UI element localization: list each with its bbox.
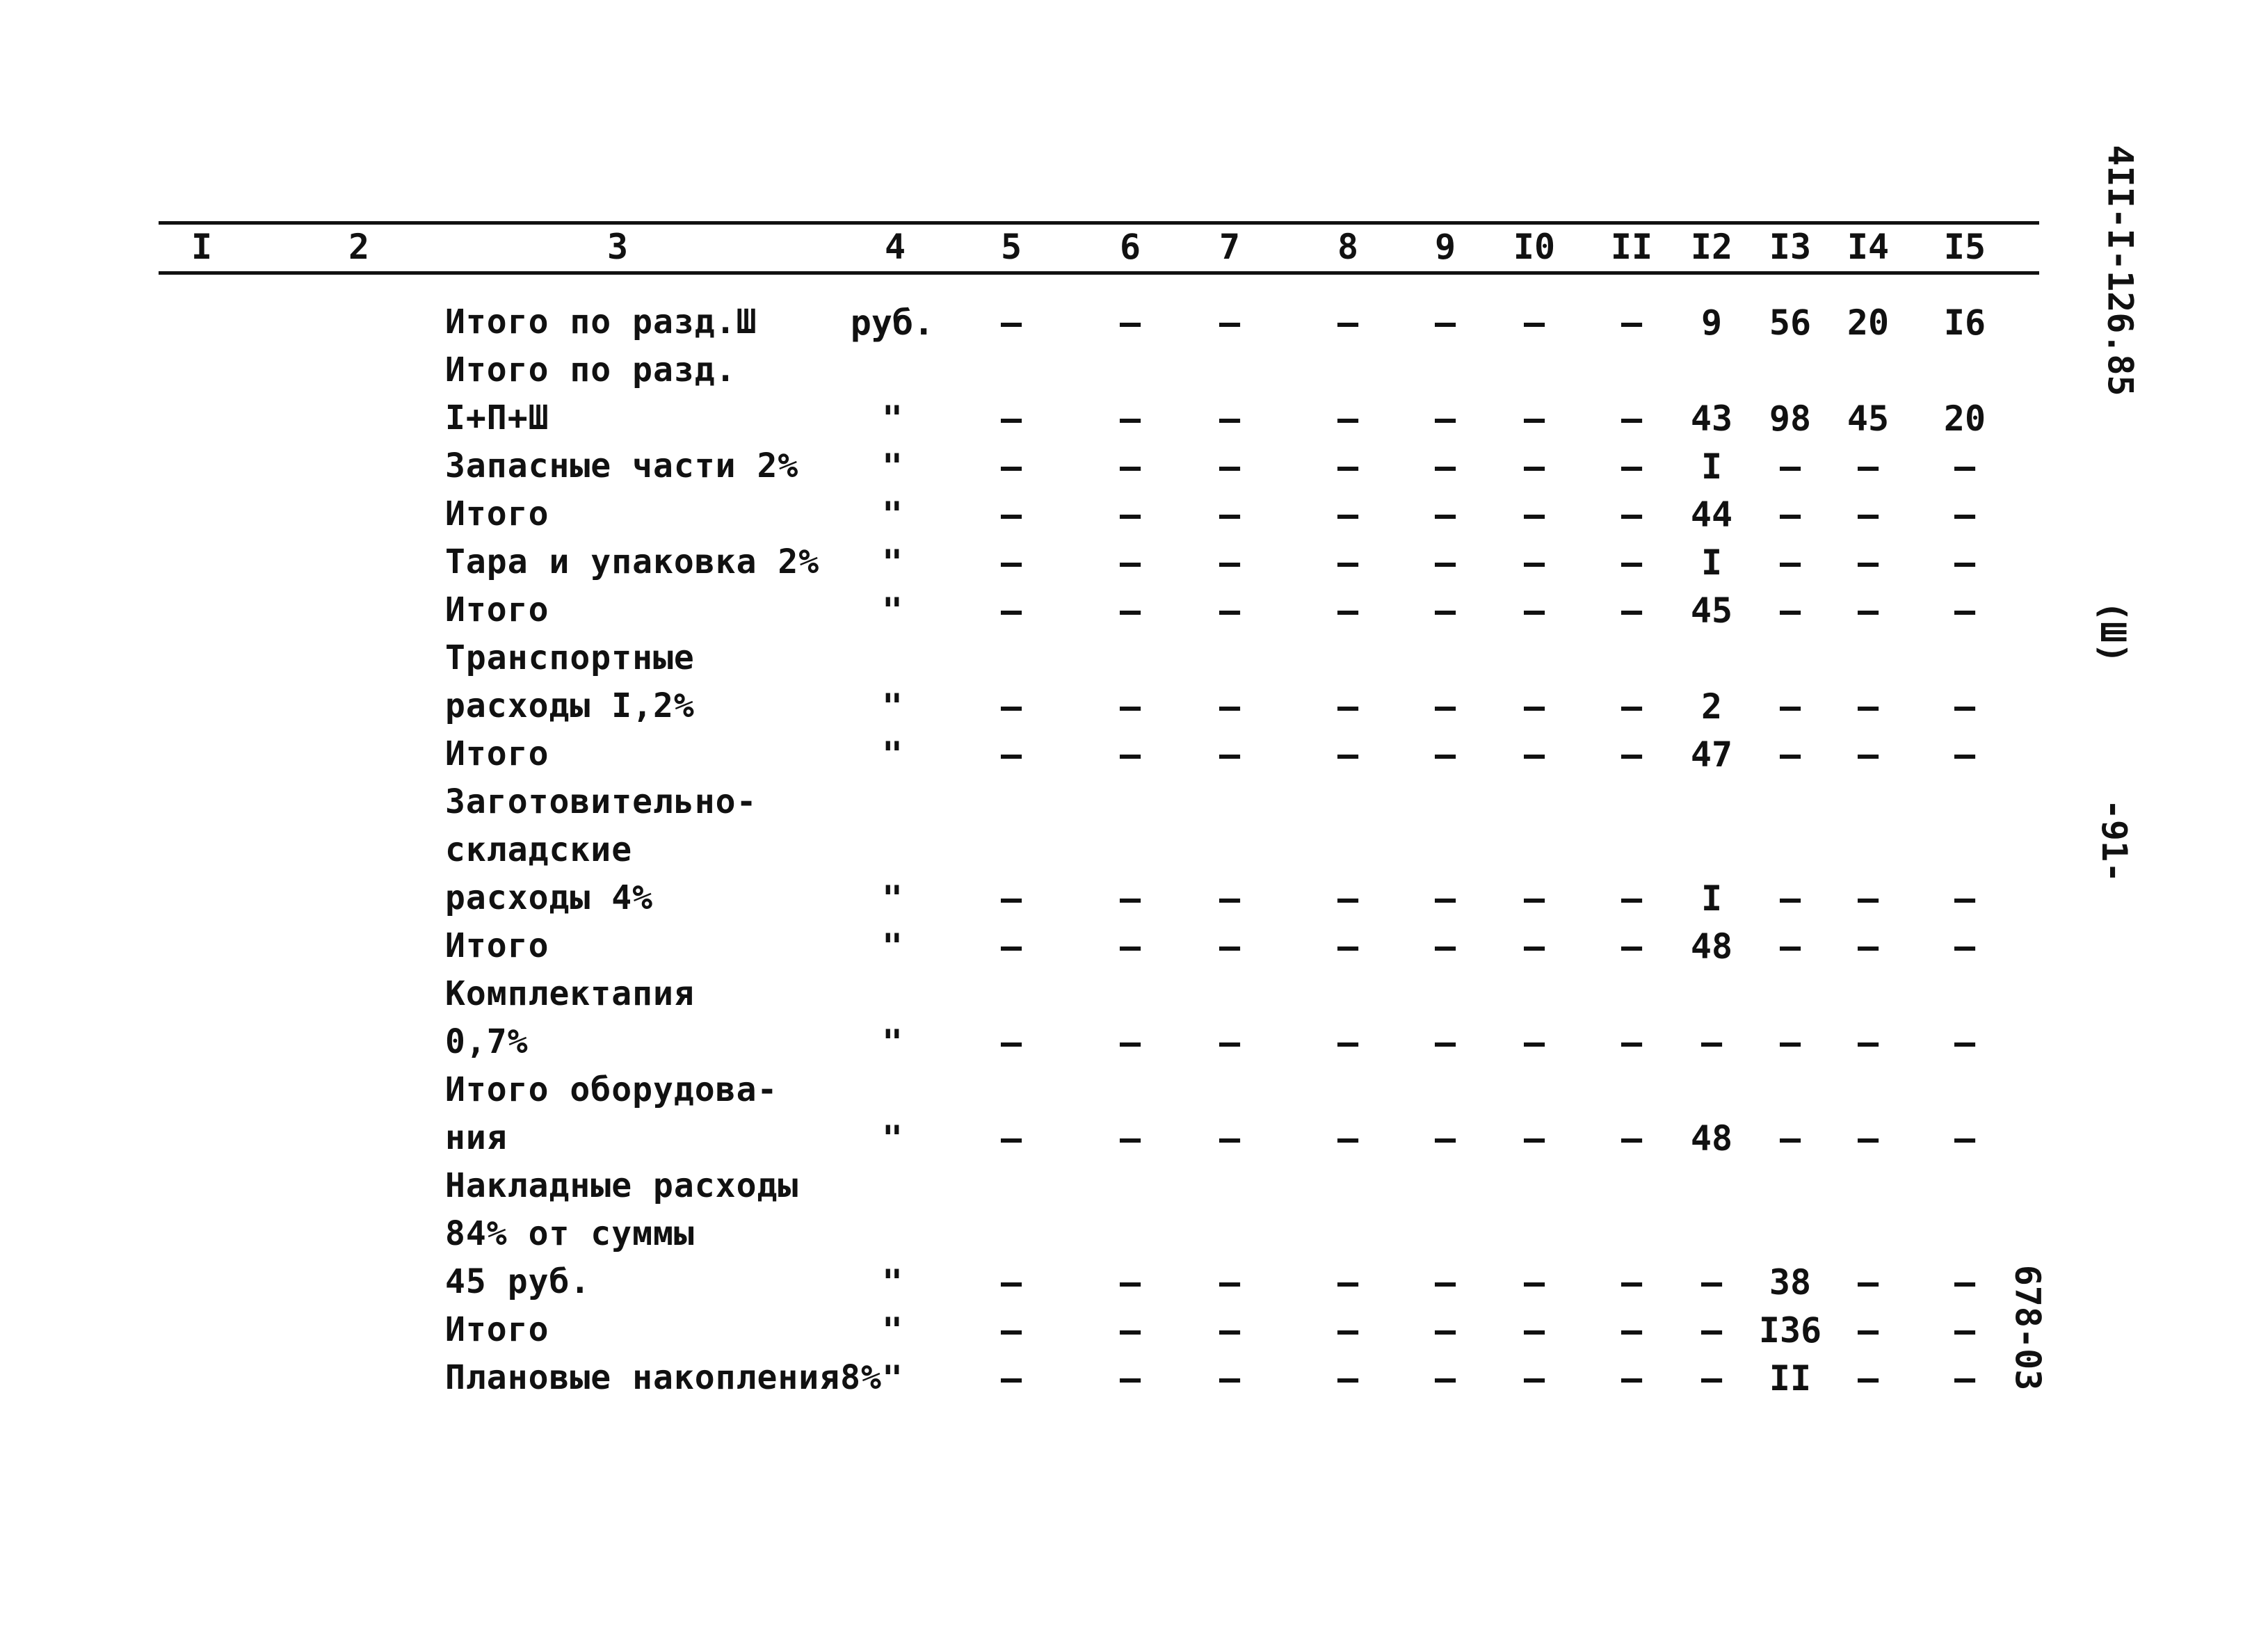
- row-label-line: Итого оборудова-: [445, 1070, 778, 1109]
- value-cell: –: [1620, 1310, 1643, 1351]
- value-cell: –: [1954, 878, 1976, 919]
- value-cell: –: [1523, 878, 1545, 919]
- row-label-line: Запасные части 2%: [445, 446, 799, 485]
- value-cell: –: [1219, 878, 1241, 919]
- column-header-2: 2: [348, 227, 370, 267]
- value-cell: –: [1779, 494, 1801, 535]
- value-cell: –: [1523, 1022, 1545, 1063]
- value-cell: –: [1857, 446, 1879, 487]
- column-header-11: II: [1610, 227, 1653, 267]
- value-cell: –: [1000, 542, 1022, 583]
- value-cell: –: [1779, 926, 1801, 967]
- value-cell: –: [1779, 878, 1801, 919]
- value-cell: –: [1857, 542, 1879, 583]
- value-cell: –: [1620, 590, 1643, 631]
- column-header-1: I: [191, 227, 213, 267]
- value-cell: –: [1119, 398, 1141, 439]
- value-cell: –: [1523, 303, 1545, 343]
- value-cell: –: [1700, 1262, 1723, 1303]
- value-cell: 45: [1847, 398, 1890, 439]
- value-cell: –: [1000, 398, 1022, 439]
- value-cell: –: [1434, 303, 1456, 343]
- value-cell: –: [1337, 1262, 1359, 1303]
- column-header-9: 9: [1434, 227, 1456, 267]
- value-cell: –: [1857, 878, 1879, 919]
- value-cell: –: [1857, 734, 1879, 775]
- value-cell: –: [1434, 1310, 1456, 1351]
- row-label-line: расходы I,2%: [445, 686, 695, 725]
- row-label-line: Накладные расходы: [445, 1166, 799, 1205]
- value-cell: –: [1523, 1262, 1545, 1303]
- value-cell: –: [1620, 878, 1643, 919]
- value-cell: –: [1779, 590, 1801, 631]
- value-cell: –: [1000, 686, 1022, 727]
- value-cell: –: [1779, 542, 1801, 583]
- value-cell: –: [1954, 1310, 1976, 1351]
- value-cell: –: [1434, 1022, 1456, 1063]
- value-cell: I: [1700, 878, 1723, 919]
- unit-cell: ": [881, 590, 903, 631]
- value-cell: –: [1219, 398, 1241, 439]
- value-cell: –: [1337, 398, 1359, 439]
- value-cell: –: [1523, 494, 1545, 535]
- value-cell: –: [1337, 1118, 1359, 1159]
- unit-cell: ": [881, 686, 903, 727]
- unit-cell: ": [881, 878, 903, 919]
- value-cell: –: [1119, 590, 1141, 631]
- value-cell: –: [1219, 494, 1241, 535]
- row-label-line: Итого по разд.: [445, 351, 737, 389]
- value-cell: –: [1434, 398, 1456, 439]
- value-cell: 44: [1690, 494, 1733, 535]
- value-cell: –: [1337, 590, 1359, 631]
- value-cell: –: [1954, 542, 1976, 583]
- value-cell: –: [1219, 1358, 1241, 1399]
- row-label-line: Итого: [445, 494, 549, 533]
- value-cell: –: [1434, 590, 1456, 631]
- value-cell: –: [1434, 734, 1456, 775]
- value-cell: –: [1119, 1310, 1141, 1351]
- column-header-7: 7: [1219, 227, 1241, 267]
- value-cell: I6: [1943, 303, 1986, 343]
- value-cell: –: [1620, 494, 1643, 535]
- value-cell: –: [1434, 446, 1456, 487]
- value-cell: 48: [1690, 926, 1733, 967]
- value-cell: –: [1119, 1118, 1141, 1159]
- row-label-line: Итого: [445, 1310, 549, 1349]
- value-cell: –: [1219, 590, 1241, 631]
- value-cell: –: [1620, 1022, 1643, 1063]
- value-cell: –: [1434, 878, 1456, 919]
- value-cell: –: [1620, 686, 1643, 727]
- value-cell: –: [1434, 926, 1456, 967]
- value-cell: –: [1337, 1310, 1359, 1351]
- row-label-line: Итого: [445, 926, 549, 965]
- unit-cell: ": [881, 494, 903, 535]
- value-cell: –: [1954, 1022, 1976, 1063]
- value-cell: –: [1000, 1358, 1022, 1399]
- column-header-5: 5: [1000, 227, 1022, 267]
- value-cell: –: [1523, 926, 1545, 967]
- value-cell: –: [1000, 1118, 1022, 1159]
- value-cell: –: [1523, 1118, 1545, 1159]
- value-cell: 38: [1769, 1262, 1812, 1303]
- value-cell: –: [1337, 1358, 1359, 1399]
- value-cell: –: [1779, 446, 1801, 487]
- value-cell: 48: [1690, 1118, 1733, 1159]
- value-cell: –: [1000, 878, 1022, 919]
- value-cell: –: [1954, 734, 1976, 775]
- unit-cell: ": [881, 398, 903, 439]
- value-cell: –: [1434, 1118, 1456, 1159]
- column-header-6: 6: [1119, 227, 1141, 267]
- value-cell: –: [1337, 734, 1359, 775]
- unit-cell: руб.: [850, 303, 935, 343]
- unit-cell: ": [881, 1358, 903, 1399]
- value-cell: –: [1219, 303, 1241, 343]
- table-top-rule: [159, 221, 2039, 225]
- column-header-3: 3: [606, 227, 629, 267]
- value-cell: –: [1857, 494, 1879, 535]
- value-cell: –: [1523, 590, 1545, 631]
- value-cell: –: [1857, 1310, 1879, 1351]
- column-header-12: I2: [1690, 227, 1733, 267]
- value-cell: I: [1700, 542, 1723, 583]
- value-cell: –: [1954, 1358, 1976, 1399]
- value-cell: –: [1119, 734, 1141, 775]
- value-cell: 9: [1700, 303, 1723, 343]
- value-cell: –: [1337, 1022, 1359, 1063]
- value-cell: –: [1119, 494, 1141, 535]
- value-cell: –: [1337, 542, 1359, 583]
- unit-cell: ": [881, 1118, 903, 1159]
- value-cell: –: [1434, 494, 1456, 535]
- value-cell: –: [1000, 303, 1022, 343]
- value-cell: –: [1523, 686, 1545, 727]
- value-cell: –: [1620, 303, 1643, 343]
- value-cell: 43: [1690, 398, 1733, 439]
- row-label-line: Заготовительно-: [445, 782, 757, 821]
- value-cell: –: [1523, 1310, 1545, 1351]
- value-cell: –: [1119, 303, 1141, 343]
- value-cell: –: [1000, 494, 1022, 535]
- value-cell: –: [1620, 398, 1643, 439]
- value-cell: –: [1119, 1262, 1141, 1303]
- value-cell: –: [1857, 1022, 1879, 1063]
- value-cell: –: [1119, 1022, 1141, 1063]
- value-cell: –: [1857, 1358, 1879, 1399]
- column-header-8: 8: [1337, 227, 1359, 267]
- value-cell: –: [1779, 1118, 1801, 1159]
- value-cell: –: [1000, 1022, 1022, 1063]
- value-cell: –: [1434, 542, 1456, 583]
- value-cell: 45: [1690, 590, 1733, 631]
- value-cell: –: [1337, 303, 1359, 343]
- row-label-line: Итого по разд.Ш: [445, 303, 757, 341]
- value-cell: 98: [1769, 398, 1812, 439]
- value-cell: –: [1954, 686, 1976, 727]
- value-cell: –: [1779, 1022, 1801, 1063]
- row-label-line: I+П+Ш: [445, 398, 549, 437]
- row-label-line: Плановые накопления8%: [445, 1358, 882, 1397]
- column-header-15: I5: [1943, 227, 1986, 267]
- row-label-line: Итого: [445, 734, 549, 773]
- column-header-14: I4: [1847, 227, 1890, 267]
- value-cell: –: [1000, 926, 1022, 967]
- value-cell: –: [1000, 446, 1022, 487]
- value-cell: II: [1769, 1358, 1812, 1399]
- unit-cell: ": [881, 1022, 903, 1063]
- value-cell: –: [1620, 1118, 1643, 1159]
- value-cell: –: [1954, 1118, 1976, 1159]
- unit-cell: ": [881, 542, 903, 583]
- value-cell: –: [1857, 686, 1879, 727]
- value-cell: –: [1000, 1262, 1022, 1303]
- value-cell: –: [1119, 878, 1141, 919]
- row-label-line: 0,7%: [445, 1022, 529, 1061]
- value-cell: –: [1857, 926, 1879, 967]
- value-cell: –: [1119, 686, 1141, 727]
- value-cell: –: [1219, 446, 1241, 487]
- value-cell: –: [1779, 734, 1801, 775]
- value-cell: –: [1434, 686, 1456, 727]
- row-label-line: ния: [445, 1118, 508, 1157]
- column-header-4: 4: [884, 227, 906, 267]
- row-label-line: Комплектапия: [445, 974, 695, 1013]
- value-cell: –: [1000, 590, 1022, 631]
- row-label-line: Транспортные: [445, 638, 695, 677]
- value-cell: I: [1700, 446, 1723, 487]
- value-cell: –: [1000, 734, 1022, 775]
- value-cell: –: [1620, 734, 1643, 775]
- unit-cell: ": [881, 926, 903, 967]
- value-cell: –: [1337, 926, 1359, 967]
- value-cell: –: [1954, 590, 1976, 631]
- value-cell: –: [1219, 1118, 1241, 1159]
- value-cell: –: [1857, 1262, 1879, 1303]
- value-cell: –: [1857, 1118, 1879, 1159]
- value-cell: –: [1219, 542, 1241, 583]
- value-cell: –: [1523, 446, 1545, 487]
- row-label-line: 84% от суммы: [445, 1214, 695, 1253]
- value-cell: –: [1219, 734, 1241, 775]
- side-section-mark: (Ш): [2093, 600, 2134, 664]
- value-cell: –: [1954, 926, 1976, 967]
- value-cell: –: [1523, 1358, 1545, 1399]
- value-cell: –: [1620, 926, 1643, 967]
- value-cell: –: [1000, 1310, 1022, 1351]
- value-cell: –: [1700, 1022, 1723, 1063]
- table-header-rule: [159, 271, 2039, 275]
- value-cell: 47: [1690, 734, 1733, 775]
- value-cell: –: [1523, 542, 1545, 583]
- side-document-code: 4II-I-126.85: [2100, 145, 2141, 396]
- value-cell: –: [1523, 734, 1545, 775]
- value-cell: –: [1700, 1310, 1723, 1351]
- value-cell: –: [1219, 1262, 1241, 1303]
- value-cell: –: [1434, 1262, 1456, 1303]
- value-cell: –: [1954, 446, 1976, 487]
- value-cell: –: [1857, 590, 1879, 631]
- value-cell: –: [1954, 1262, 1976, 1303]
- value-cell: –: [1779, 686, 1801, 727]
- row-label-line: 45 руб.: [445, 1262, 591, 1301]
- value-cell: –: [1337, 686, 1359, 727]
- value-cell: –: [1620, 1358, 1643, 1399]
- value-cell: –: [1219, 926, 1241, 967]
- value-cell: –: [1523, 398, 1545, 439]
- value-cell: I36: [1758, 1310, 1822, 1351]
- value-cell: 2: [1700, 686, 1723, 727]
- value-cell: –: [1337, 446, 1359, 487]
- value-cell: 20: [1943, 398, 1986, 439]
- value-cell: –: [1219, 1310, 1241, 1351]
- column-header-13: I3: [1769, 227, 1812, 267]
- value-cell: –: [1219, 686, 1241, 727]
- value-cell: –: [1954, 494, 1976, 535]
- value-cell: –: [1620, 1262, 1643, 1303]
- unit-cell: ": [881, 1262, 903, 1303]
- row-label-line: расходы 4%: [445, 878, 653, 917]
- value-cell: –: [1700, 1358, 1723, 1399]
- value-cell: –: [1119, 542, 1141, 583]
- value-cell: –: [1620, 446, 1643, 487]
- value-cell: –: [1337, 878, 1359, 919]
- value-cell: 56: [1769, 303, 1812, 343]
- value-cell: –: [1119, 1358, 1141, 1399]
- value-cell: –: [1219, 1022, 1241, 1063]
- value-cell: –: [1434, 1358, 1456, 1399]
- side-album-number: 678-03: [2007, 1264, 2048, 1391]
- row-label-line: складские: [445, 830, 633, 869]
- value-cell: –: [1620, 542, 1643, 583]
- row-label-line: Тара и упаковка 2%: [445, 542, 820, 581]
- unit-cell: ": [881, 734, 903, 775]
- value-cell: –: [1119, 926, 1141, 967]
- unit-cell: ": [881, 446, 903, 487]
- row-label-line: Итого: [445, 590, 549, 629]
- value-cell: 20: [1847, 303, 1890, 343]
- unit-cell: ": [881, 1310, 903, 1351]
- value-cell: –: [1337, 494, 1359, 535]
- column-header-10: I0: [1513, 227, 1556, 267]
- side-page-number: -91-: [2094, 798, 2135, 883]
- value-cell: –: [1119, 446, 1141, 487]
